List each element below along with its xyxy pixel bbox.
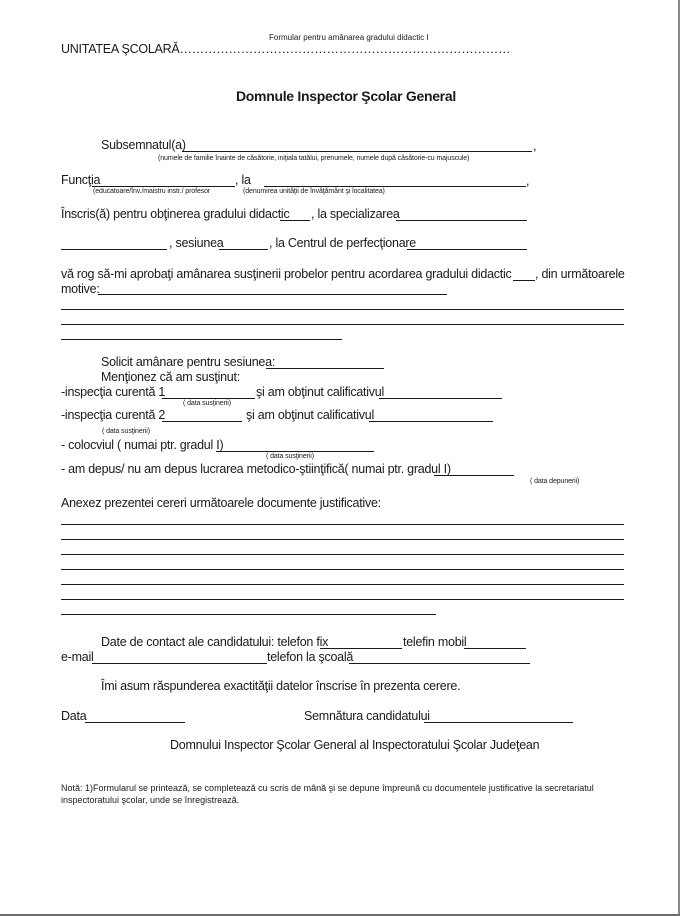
documents-line-1[interactable] [61, 524, 624, 525]
inspection-2-label: -inspecţia curentă 2 [61, 408, 166, 422]
landline-field[interactable] [320, 648, 402, 649]
request-line-end: , din următoarele [535, 267, 625, 281]
functia-comma: , la [235, 173, 251, 187]
addressee-title: Domnule Inspector Şcolar General [236, 88, 456, 104]
sesiunea-label: , sesiunea [169, 236, 224, 250]
date-label: Data [61, 709, 87, 723]
colocviu-label: - colocviul ( numai ptr. gradul I) [61, 438, 224, 452]
inspection-2-date-field[interactable] [162, 421, 242, 422]
functia-label: Funcţia [61, 173, 101, 187]
documents-line-2[interactable] [61, 539, 624, 540]
specialization-field[interactable] [396, 220, 527, 221]
solicit-label: Solicit amânare pentru sesiunea: [101, 355, 276, 369]
unit-hint: (denumirea unităţii de învăţământ şi localitatea) [243, 188, 385, 195]
school-phone-label: telefon la şcoală [267, 650, 354, 664]
function-hint: (educatoare/înv./maistru instr./ profesor [93, 188, 211, 195]
date-field[interactable] [85, 722, 185, 723]
mobile-field[interactable] [464, 648, 526, 649]
inspection-1-grade-field[interactable] [379, 398, 502, 399]
email-field[interactable] [92, 663, 267, 664]
request-line: vă rog să-mi aprobaţi amânarea susţinerii probelor pentru acordarea gradului didactic [61, 267, 512, 281]
inspection-1-label: -inspecţia curentă 1 [61, 385, 166, 399]
session-field[interactable] [219, 249, 268, 250]
specialization-continued-field[interactable] [61, 249, 167, 250]
signature-label: Semnătura candidatului [304, 709, 430, 723]
footer-note: Notă: 1)Formularul se printează, se completează cu scris de mână şi se depune împreună cu documentele justificative la secretariatul inspectoratului şcolar, unde se înregistrează. [61, 783, 594, 805]
form-caption: Formular pentru amânarea gradului didactic I [269, 33, 429, 42]
training-center-field[interactable] [407, 249, 527, 250]
function-field[interactable] [92, 186, 235, 187]
subsemnatul-comma: , [533, 139, 537, 153]
inspection-2-mid: şi am obţinut calificativul [246, 408, 375, 422]
documents-line-6[interactable] [61, 599, 624, 600]
postpone-session-field[interactable] [266, 368, 384, 369]
motive-label: motive: [61, 282, 100, 296]
centru-label: , la Centrul de perfecţionare [269, 236, 417, 250]
reasons-line-2[interactable] [61, 324, 624, 325]
documents-line-4[interactable] [61, 569, 624, 570]
reasons-field[interactable] [98, 294, 447, 295]
inscris-label: Înscris(ă) pentru obţinerea gradului didactic [61, 207, 290, 221]
inspection-2-hint: ( data susţinerii) [102, 428, 150, 435]
request-grade-field[interactable] [513, 280, 535, 281]
school-unit-field[interactable] [264, 186, 526, 187]
colocviu-hint: ( data susţinerii) [266, 453, 314, 460]
colocviu-date-field[interactable] [216, 451, 374, 452]
email-label: e-mail [61, 650, 94, 664]
lucrare-hint: ( data depunerii) [530, 478, 580, 485]
reasons-line-1[interactable] [61, 309, 624, 310]
grade-field[interactable] [280, 220, 310, 221]
school-phone-field[interactable] [349, 663, 530, 664]
subsemnatul-label: Subsemnatul(a) [101, 138, 186, 152]
recipient-line: Domnului Inspector Şcolar General al Inspectoratului Şcolar Judeţean [170, 738, 540, 752]
inspection-1-date-field[interactable] [162, 398, 255, 399]
specializare-label: , la specializarea [311, 207, 400, 221]
contact-label: Date de contact ale candidatului: telefon fix [101, 635, 329, 649]
inspection-2-grade-field[interactable] [369, 421, 493, 422]
documents-line-5[interactable] [61, 584, 624, 585]
documents-line-3[interactable] [61, 554, 624, 555]
name-field[interactable] [182, 151, 532, 152]
documents-line-7[interactable] [61, 614, 436, 615]
inspection-1-mid: şi am obţinut calificativul [256, 385, 385, 399]
reasons-line-3[interactable] [61, 339, 342, 340]
anexez-label: Anexez prezentei cereri următoarele documente justificative: [61, 496, 381, 510]
responsibility-statement: Îmi asum răspunderea exactităţii datelor înscrise în prezenta cerere. [101, 679, 461, 693]
lucrare-date-field[interactable] [434, 475, 514, 476]
mentionez-label: Menţionez că am susţinut: [101, 370, 240, 384]
name-hint: (numele de familie înainte de căsătorie, iniţiala tatălui, prenumele, numele după căsătorie-cu majuscule) [158, 155, 470, 162]
lucrare-label: - am depus/ nu am depus lucrarea metodico-ştiinţifică( numai ptr. gradul I) [61, 462, 451, 476]
unit-comma: , [526, 174, 530, 188]
inspection-1-hint: ( data susţinerii) [183, 400, 231, 407]
school-unit-line: UNITATEA ŞCOLARĂ……………………………………………………………………… [61, 42, 511, 56]
signature-field[interactable] [424, 722, 573, 723]
mobile-label: telefin mobil [403, 635, 467, 649]
